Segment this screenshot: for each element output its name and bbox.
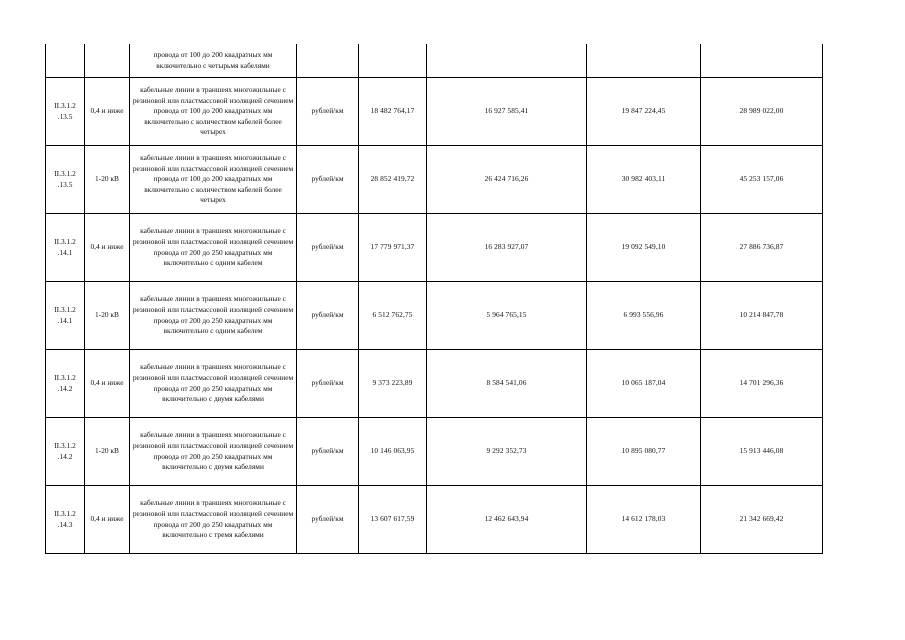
table-row	[46, 418, 823, 486]
value-cell-2: 8 584 541,06	[427, 350, 587, 418]
unit-cell: рублей/км	[297, 418, 359, 486]
voltage-cell: 0,4 и ниже	[85, 214, 130, 282]
value-cell-2: 5 964 765,15	[427, 282, 587, 350]
description-cell: кабельные линии в траншеях многожильные с резиновой или пластмассовой изоляцией сечением провода от 200 до 250 квадратных мм включительно с одним кабелем	[130, 282, 297, 350]
value-cell-1: 10 146 063,95	[359, 418, 427, 486]
table-row	[46, 214, 823, 282]
code-cell: II.3.1.2 .14.1	[46, 214, 85, 282]
value-cell-4: 27 886 736,87	[701, 214, 823, 282]
table-row	[46, 350, 823, 418]
description-cell: провода от 100 до 200 квадратных мм включительно с четырьмя кабелями	[130, 44, 297, 78]
value-cell-2: 16 283 927,07	[427, 214, 587, 282]
value-cell-1	[359, 44, 427, 78]
table-row	[46, 78, 823, 146]
value-cell-2: 26 424 716,26	[427, 146, 587, 214]
value-cell-4: 45 253 157,06	[701, 146, 823, 214]
description-cell: кабельные линии в траншеях многожильные с резиновой или пластмассовой изоляцией сечением провода от 200 до 250 квадратных мм включительно с тремя кабелями	[130, 486, 297, 554]
unit-cell: рублей/км	[297, 282, 359, 350]
description-cell: кабельные линии в траншеях многожильные с резиновой или пластмассовой изоляцией сечением провода от 100 до 200 квадратных мм включительно с количеством кабелей более четырех	[130, 146, 297, 214]
value-cell-3: 10 895 080,77	[587, 418, 701, 486]
value-cell-1: 18 482 764,17	[359, 78, 427, 146]
table-row	[46, 282, 823, 350]
unit-cell	[297, 44, 359, 78]
value-cell-2: 16 927 585,41	[427, 78, 587, 146]
table-row	[46, 486, 823, 554]
description-cell: кабельные линии в траншеях многожильные с резиновой или пластмассовой изоляцией сечением провода от 200 до 250 квадратных мм включительно с одним кабелем	[130, 214, 297, 282]
value-cell-4: 28 989 022,00	[701, 78, 823, 146]
description-cell: кабельные линии в траншеях многожильные с резиновой или пластмассовой изоляцией сечением провода от 100 до 200 квадратных мм включительно с количеством кабелей более четырех	[130, 78, 297, 146]
tariff-table	[45, 44, 823, 554]
voltage-cell: 0,4 и ниже	[85, 486, 130, 554]
code-cell	[46, 44, 85, 78]
value-cell-1: 6 512 762,75	[359, 282, 427, 350]
value-cell-1: 28 852 419,72	[359, 146, 427, 214]
unit-cell: рублей/км	[297, 146, 359, 214]
unit-cell: рублей/км	[297, 78, 359, 146]
voltage-cell	[85, 44, 130, 78]
voltage-cell: 0,4 и ниже	[85, 78, 130, 146]
voltage-cell: 1-20 кВ	[85, 146, 130, 214]
code-cell: II.3.1.2 .14.1	[46, 282, 85, 350]
unit-cell: рублей/км	[297, 214, 359, 282]
code-cell: II.3.1.2 .13.5	[46, 146, 85, 214]
voltage-cell: 0,4 и ниже	[85, 350, 130, 418]
description-cell: кабельные линии в траншеях многожильные с резиновой или пластмассовой изоляцией сечением провода от 200 до 250 квадратных мм включительно с двумя кабелями	[130, 350, 297, 418]
value-cell-3: 14 612 178,03	[587, 486, 701, 554]
value-cell-4	[701, 44, 823, 78]
value-cell-2	[427, 44, 587, 78]
value-cell-3: 30 982 403,11	[587, 146, 701, 214]
code-cell: II.3.1.2 .13.5	[46, 78, 85, 146]
value-cell-1: 13 607 617,59	[359, 486, 427, 554]
code-cell: II.3.1.2 .14.3	[46, 486, 85, 554]
value-cell-1: 17 779 971,37	[359, 214, 427, 282]
table-row	[46, 146, 823, 214]
description-cell: кабельные линии в траншеях многожильные с резиновой или пластмассовой изоляцией сечением провода от 200 до 250 квадратных мм включительно с двумя кабелями	[130, 418, 297, 486]
value-cell-4: 10 214 847,78	[701, 282, 823, 350]
voltage-cell: 1-20 кВ	[85, 282, 130, 350]
value-cell-4: 14 701 296,36	[701, 350, 823, 418]
unit-cell: рублей/км	[297, 350, 359, 418]
value-cell-3	[587, 44, 701, 78]
value-cell-1: 9 373 223,89	[359, 350, 427, 418]
value-cell-4: 15 913 446,08	[701, 418, 823, 486]
value-cell-2: 9 292 352,73	[427, 418, 587, 486]
value-cell-3: 19 847 224,45	[587, 78, 701, 146]
code-cell: II.3.1.2 .14.2	[46, 418, 85, 486]
value-cell-4: 21 342 669,42	[701, 486, 823, 554]
value-cell-2: 12 462 643,94	[427, 486, 587, 554]
unit-cell: рублей/км	[297, 486, 359, 554]
table-row-continuation	[46, 44, 823, 78]
voltage-cell: 1-20 кВ	[85, 418, 130, 486]
code-cell: II.3.1.2 .14.2	[46, 350, 85, 418]
value-cell-3: 10 065 187,04	[587, 350, 701, 418]
value-cell-3: 6 993 556,96	[587, 282, 701, 350]
value-cell-3: 19 092 549,10	[587, 214, 701, 282]
